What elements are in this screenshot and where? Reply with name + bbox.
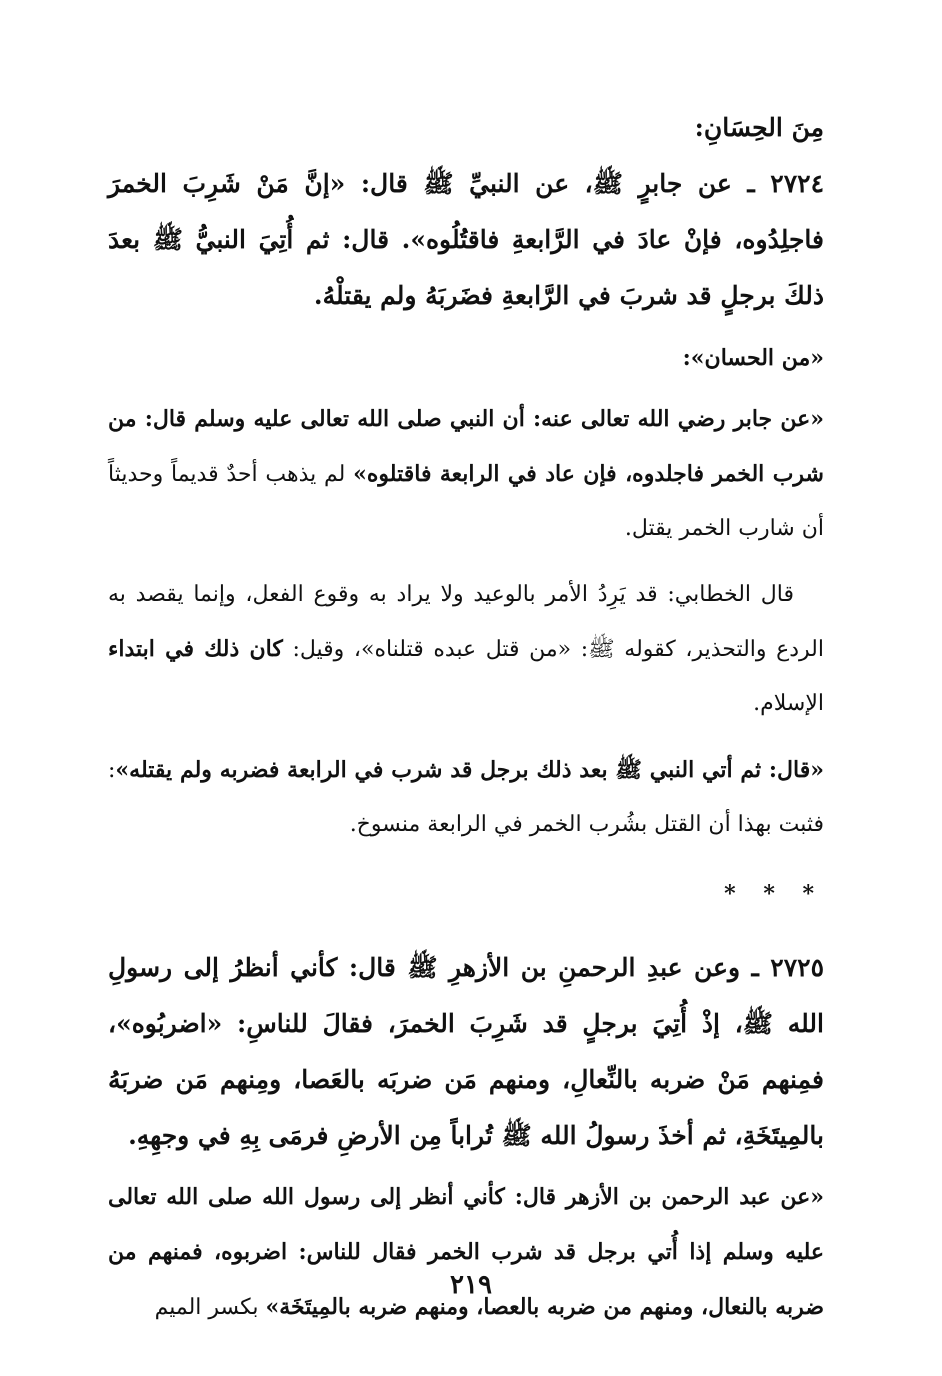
commentary-khattabi — [108, 568, 824, 731]
hadith-2725: ٢٧٢٥ ـ وعن عبدِ الرحمنِ بن الأزهرِ ﷺ قال: كأني أنظرُ إلى رسولِ الله ﷺ، إذْ أُتِيَ برجلٍ قد شَرِبَ الخمرَ، فقالَ للناسِ: «اضربُوه»، فمِنهم مَنْ ضربه بالنِّعالِ، ومنهم مَن ضربَه بالعَصا، ومِنهم مَن ضربَهُ بالمِيتَخَةِ، ثم أخذَ رسولُ الله ﷺ تُراباً مِن الأرضِ فرمَى بِهِ في وجهِهِ. — [108, 953, 824, 1150]
commentary-abrogation-quote: «قال: ثم أتي النبي ﷺ بعد ذلك برجل قد شرب في الرابعة فضربه ولم يقتله» — [115, 757, 824, 783]
page-number: ٢١٩ — [450, 1270, 492, 1300]
commentary-ibn-azhar — [108, 1170, 824, 1335]
commentary-ibn-azhar-rest: بكسر الميم — [154, 1295, 266, 1320]
commentary-khattabi-bold: كان ذلك في ابتداء — [108, 636, 283, 662]
commentary-ibn-azhar-quote: «عن عبد الرحمن بن الأزهر قال: كأني أنظر إلى رسول الله صلى الله تعالى عليه وسلم إذا أُتي برجل قد شرب الخمر فقال للناس: اضربوه، فمنهم من ضربه بالنعال، ومنهم من ضربه بالعصا، ومنهم ضربه بالمِيتَخَة» — [108, 1184, 824, 1320]
commentary-heading-hisan: «من الحسان»: — [682, 345, 824, 371]
commentary-abrogation-rest: : فثبت بهذا أن القتل بشُرب الخمر في الرابعة منسوخ. — [108, 758, 824, 837]
commentary-khattabi-text: قال الخطابي: قد يَرِدُ الأمر بالوعيد ولا يراد به وقوع الفعل، وإنما يقصد به الردع والتحذير، كقوله ﷺ: «من قتل عبده قتلناه»، وقيل: — [108, 582, 824, 662]
hadith-2724: ٢٧٢٤ ـ عن جابرٍ ﷺ، عن النبيِّ ﷺ قال: «إنَّ مَنْ شَرِبَ الخمرَ فاجلِدُوه، فإنْ عادَ في الرَّابعةِ فاقتُلُوه». قال: ثم أُتِيَ النبيُّ ﷺ بعدَ ذلكَ برجلٍ قد شربَ في الرَّابعةِ فضَربَهُ ولم يقتلْهُ. — [108, 169, 824, 310]
commentary-jabir — [108, 392, 824, 556]
commentary-jabir-rest: لم يذهب أحدٌ قديماً وحديثاً أن شارب الخمر يقتل. — [108, 462, 824, 541]
commentary-khattabi-end: الإسلام. — [753, 691, 824, 716]
commentary-jabir-quote: «عن جابر رضي الله تعالى عنه: أن النبي صلى الله تعالى عليه وسلم قال: من شرب الخمر فاجلدوه، فإن عاد في الرابعة فاقتلوه» — [108, 406, 824, 487]
page-content — [108, 100, 824, 1335]
section-heading-hisan: مِنَ الحِسَانِ: — [694, 113, 824, 142]
commentary-abrogation — [108, 743, 824, 852]
section-separator: * * * — [724, 881, 824, 907]
